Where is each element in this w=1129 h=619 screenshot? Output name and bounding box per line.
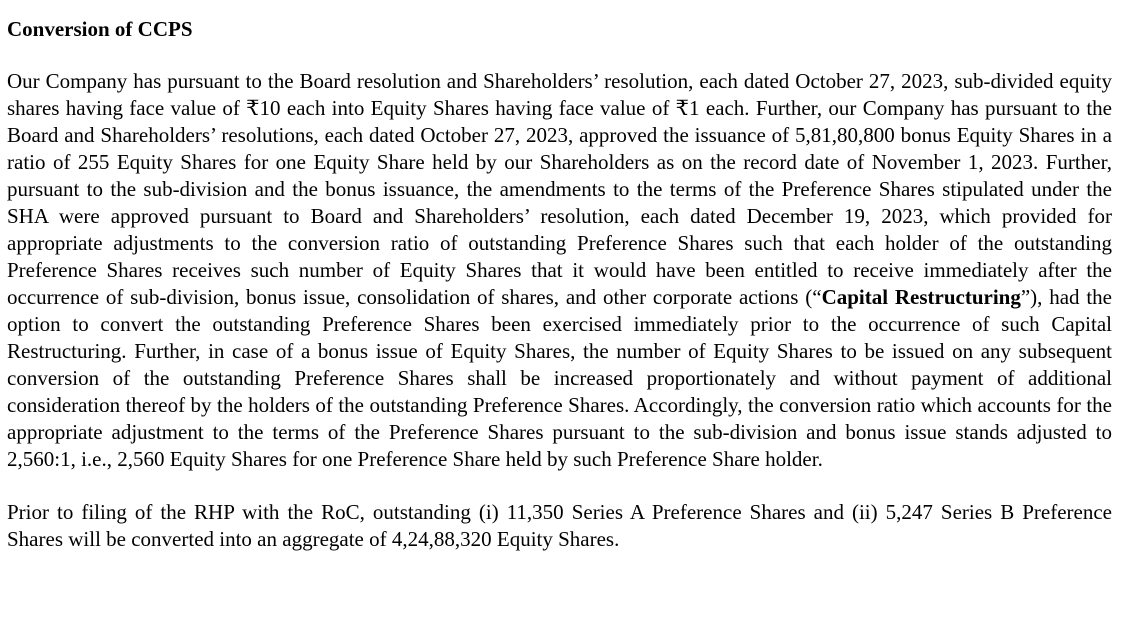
paragraph-conversion-prior-to-rhp: Prior to filing of the RHP with the RoC, outstanding (i) 11,350 Series A Preference Shares and (ii) 5,247 Series B Preference Shares will be converted into an aggregate of 4,24,88,320 Equity Shares. bbox=[7, 500, 1112, 551]
paragraph-capital-restructuring bbox=[7, 68, 1112, 473]
defined-term-capital-restructuring: Capital Restructuring bbox=[821, 285, 1021, 309]
section-heading: Conversion of CCPS bbox=[7, 17, 193, 41]
paragraph-text-part-1: Our Company has pursuant to the Board resolution and Shareholders’ resolution, each dated October 27, 2023, sub-divided equity shares having face value of ₹10 each into Equity Shares having face value of ₹1 each. Further, our Company has pursuant to the Board and Shareholders’ resolutions, each dated October 27, 2023, approved the issuance of 5,81,80,800 bonus Equity Shares in a ratio of 255 Equity Shares for one Equity Share held by our Shareholders as on the record date of November 1, 2023. Further, pursuant to the sub-division and the bonus issuance, the amendments to the terms of the Preference Shares stipulated under the SHA were approved pursuant to Board and Shareholders’ resolution, each dated December 19, 2023, which provided for appropriate adjustments to the conversion ratio of outstanding Preference Shares such that each holder of the outstanding Preference Shares receives such number of Equity Shares that it would have been entitled to receive immediately after the occurrence of sub-division, bonus issue, consolidation of shares, and other corporate actions (“ bbox=[7, 69, 1112, 309]
paragraph-text-part-2: ”), had the option to convert the outstanding Preference Shares been exercised immediately prior to the occurrence of such Capital Restructuring. Further, in case of a bonus issue of Equity Shares, the number of Equity Shares to be issued on any subsequent conversion of the outstanding Preference Shares shall be increased proportionately and without payment of additional consideration thereof by the holders of the outstanding Preference Shares. Accordingly, the conversion ratio which accounts for the appropriate adjustment to the terms of the Preference Shares pursuant to the sub-division and bonus issue stands adjusted to 2,560:1, i.e., 2,560 Equity Shares for one Preference Share held by such Preference Share holder. bbox=[7, 285, 1112, 471]
